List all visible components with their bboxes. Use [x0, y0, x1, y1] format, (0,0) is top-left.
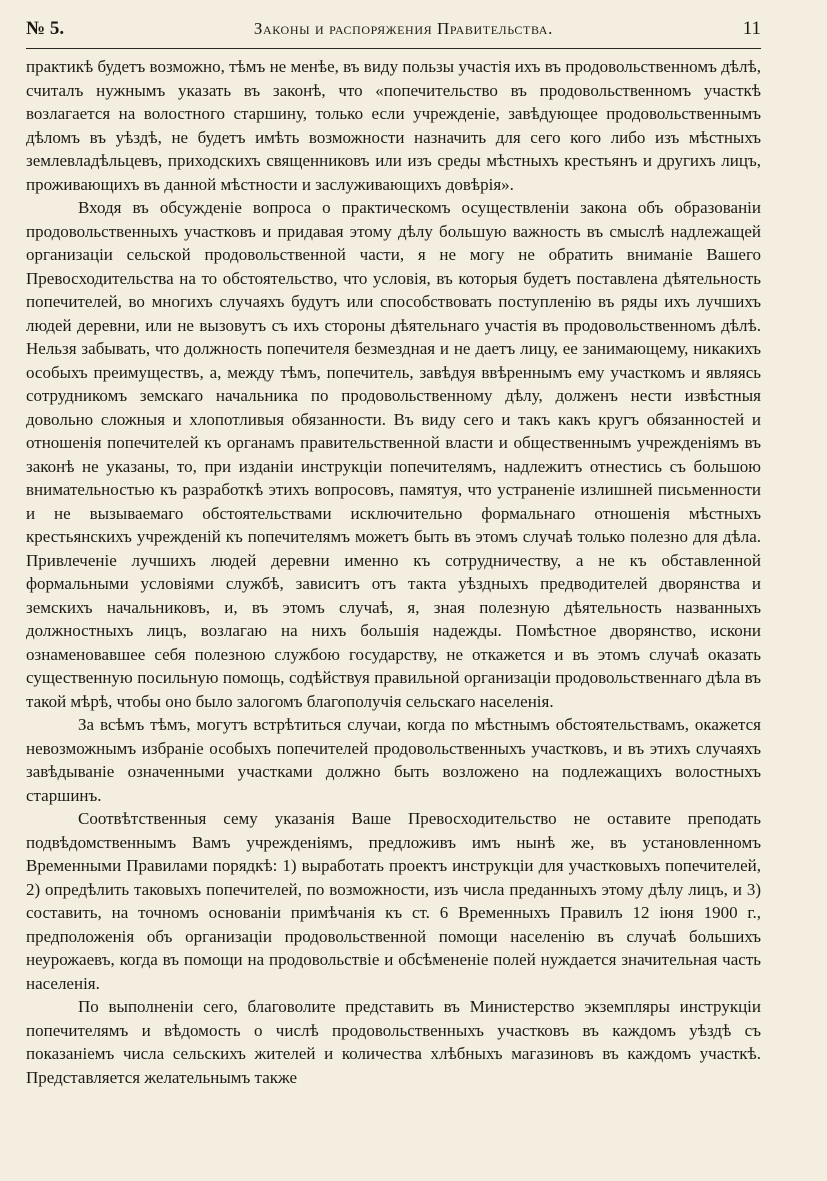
body-text [26, 55, 761, 1089]
running-title: Законы и распоряжения Правительства. [253, 19, 553, 38]
running-header [26, 18, 761, 49]
paragraph: Входя въ обсужденіе вопроса о практическомъ осуществленіи закона объ образованіи продовольственныхъ участковъ и придавая этому дѣлу большую важность въ смыслѣ надлежащей организаціи сельской продовольственной части, я не могу не обратить вниманіе Вашего Превосходительства на то обстоятельство, что условія, въ которыя будетъ поставлена дѣятельность попечителей, во многихъ случаяхъ будутъ или способствовать поступленію въ ряды ихъ лучшихъ людей деревни, или не вызовутъ съ ихъ стороны дѣятельнаго участія въ продовольственномъ дѣлѣ. Нельзя забывать, что должность попечителя безмездная и не даетъ лицу, ее занимающему, никакихъ особыхъ преимуществъ, а, между тѣмъ, попечитель, завѣдуя ввѣреннымъ ему участкомъ и являясь сотрудникомъ земскаго начальника по продовольственному дѣлу, долженъ нести извѣстныя довольно сложныя и хлопотливыя обязанности. Въ виду сего и такъ какъ кругъ обязанностей и отношенія попечителей къ органамъ правительственной власти и общественнымъ учрежденіямъ въ законѣ не указаны, то, при изданіи инструкціи попечителямъ, надлежитъ отнестись съ большою внимательностью къ разработкѣ этихъ вопросовъ, памятуя, что устраненіе излишней письменности и не вызываемаго обстоятельствами исключительно формальнаго отношенія мѣстныхъ крестьянскихъ учрежденій къ попечителямъ можетъ быть въ этомъ случаѣ только полезно для дѣла. Привлеченіе лучшихъ людей деревни именно къ сотрудничеству, а не къ обставленной формальными условіями службѣ, зависитъ отъ такта уѣздныхъ предводителей дворянства и земскихъ начальниковъ, и, въ этомъ случаѣ, я, зная полезную дѣятельность названныхъ должностныхъ лицъ, возлагаю на нихъ большія надежды. Помѣстное дворянство, искони ознаменовавшее себя полезною службою государству, не откажется и въ этомъ случаѣ оказать существенную посильную помощь, содѣйствуя правильной организаціи продовольственнаго дѣла въ такой мѣрѣ, чтобы оно было залогомъ благополучія сельскаго населенія. [26, 198, 761, 711]
paragraph: По выполненіи сего, благоволите представить въ Министерство экземпляры инструкціи попечителямъ и вѣдомость о числѣ продовольственныхъ участковъ въ каждомъ уѣздѣ съ показаніемъ числа сельскихъ жителей и количества хлѣбныхъ магазиновъ въ каждомъ участкѣ. Представляется желательнымъ также [26, 997, 761, 1087]
paragraph: Соотвѣтственныя сему указанія Ваше Превосходительство не оставите преподать подвѣдомственнымъ Вамъ учрежденіямъ, предложивъ имъ нынѣ же, въ установленномъ Временными Правилами порядкѣ: 1) выработать проектъ инструкціи для участковыхъ попечителей, 2) опредѣлить таковыхъ попечителей, по возможности, изъ числа преданныхъ этому дѣлу лицъ, и 3) составить, на точномъ основаніи примѣчанія къ ст. 6 Временныхъ Правилъ 12 іюня 1900 г., предположенія объ организаціи продовольственной помощи населенію въ случаѣ большихъ неурожаевъ, когда въ помощи на продовольствіе и обсѣмененіе полей нуждается значительная часть населенія. [26, 809, 761, 993]
paragraph: За всѣмъ тѣмъ, могутъ встрѣтиться случаи, когда по мѣстнымъ обстоятельствамъ, окажется невозможнымъ избраніе особыхъ попечителей продовольственныхъ участковъ, и въ этихъ случаяхъ завѣдываніе означенными участками должно быть возложено на подлежащихъ волостныхъ старшинъ. [26, 715, 761, 805]
paragraph: практикѣ будетъ возможно, тѣмъ не менѣе, въ виду пользы участія ихъ въ продовольственномъ дѣлѣ, считалъ нужнымъ указать въ законѣ, что «попечительство въ продовольственномъ участкѣ возлагается на волостного старшину, только если учрежденіе, завѣдующее продовольственнымъ дѣломъ въ уѣздѣ, не будетъ имѣть возможности назначить для сего кого либо изъ мѣстныхъ землевладѣльцевъ, приходскихъ священниковъ или изъ среды мѣстныхъ крестьянъ и другихъ лицъ, проживающихъ въ данной мѣстности и заслуживающихъ довѣрія». [26, 57, 761, 194]
issue-number: № 5. [26, 18, 65, 39]
page-number: 11 [742, 18, 761, 39]
